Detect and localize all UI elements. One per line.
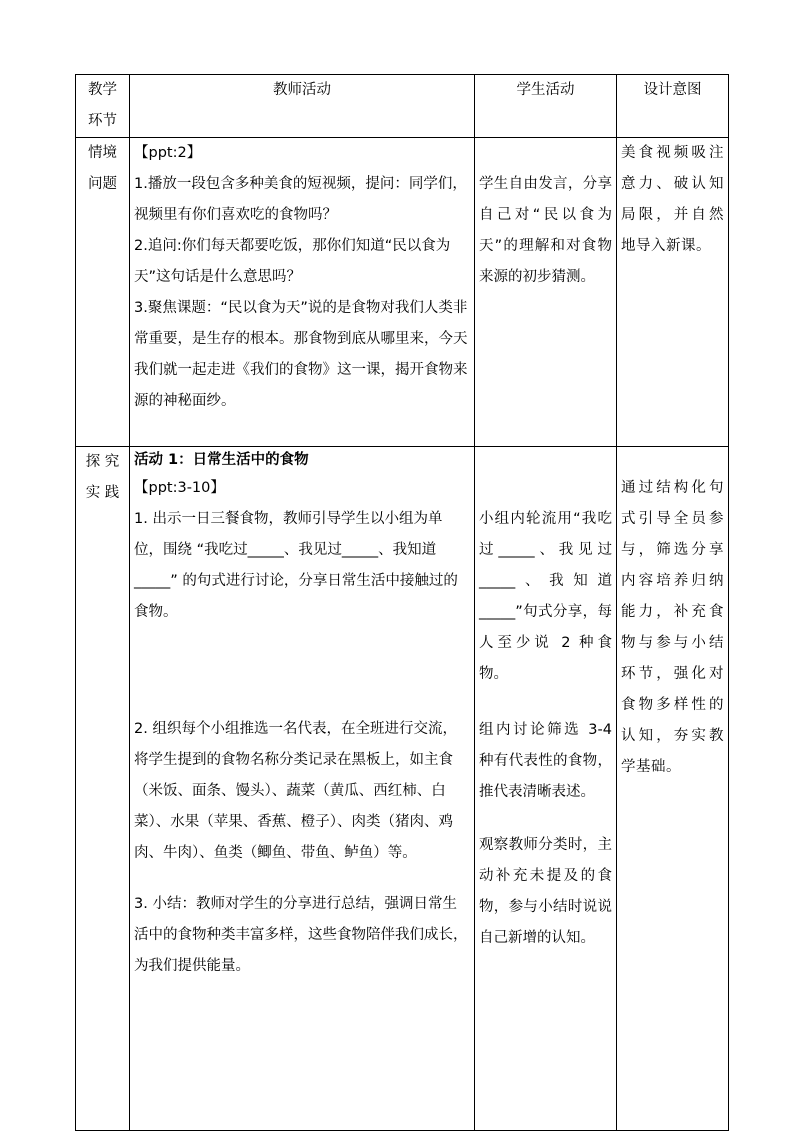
stage-label: 探 究 实 践 — [85, 454, 120, 501]
teacher-cell — [130, 138, 475, 447]
student-cell — [475, 138, 617, 447]
student-activity: 观察教师分类时，主动补充未提及的食物，参与小结时说说自己新增的认知。 — [479, 837, 612, 946]
teacher-step: 1.播放一段包含多种美食的短视频，提问：同学们，视频里有你们喜欢吃的食物吗？ — [134, 176, 467, 223]
teacher-step: 1. 出示一日三餐食物，教师引导学生以小组为单位，围绕 “我吃过_____、我见过_____、我知道_____” 的句式进行讨论，分享日常生活中接触过的食物。 — [134, 511, 458, 620]
ppt-reference: 【ppt:3-10】 — [134, 480, 225, 496]
teacher-step: 3. 小结：教师对学生的分享进行总结，强调日常生活中的食物种类丰富多样，这些食物陪伴我们成长，为我们提供能量。 — [134, 896, 468, 974]
activity-title: 活动 1：日常生活中的食物 — [134, 452, 309, 468]
stage-cell — [76, 138, 130, 447]
design-intent: 美食视频吸注意力、破认知局限，并自然地导入新课。 — [621, 145, 724, 254]
stage-cell — [76, 447, 130, 1131]
student-activity: 小组内轮流用“我吃过_____、我见过_____、我知道_____”句式分享，每人至少说 2 种食物。 — [479, 511, 612, 682]
intent-cell — [617, 447, 729, 1131]
student-activity: 学生自由发言，分享自己对“民以食为天”的理解和对食物来源的初步猜测。 — [479, 176, 612, 285]
teacher-step: 2.追问:你们每天都要吃饭，那你们知道“民以食为天”这句话是什么意思吗？ — [134, 238, 451, 285]
student-activity: 组内讨论筛选 3-4 种有代表性的食物，推代表清晰表述。 — [479, 722, 612, 800]
teacher-cell — [130, 447, 475, 1131]
student-cell — [475, 447, 617, 1131]
table-header-row — [76, 75, 729, 138]
teacher-step: 2. 组织每个小组推选一名代表，在全班进行交流，将学生提到的食物名称分类记录在黑板上，如主食（米饭、面条、馒头）、蔬菜（黄瓜、西红柿、白菜）、水果（苹果、香蕉、橙子）、肉类（猪肉、鸡肉、牛肉）、鱼类（鲫鱼、带鱼、鲈鱼）等。 — [134, 721, 457, 861]
teacher-step: 3.聚焦课题：“民以食为天”说的是食物对我们人类非常重要，是生存的根本。那食物到底从哪里来，今天我们就一起走进《我们的食物》这一课，揭开食物来源的神秘面纱。 — [134, 300, 468, 409]
lesson-plan-table — [75, 74, 729, 1131]
header-stage — [76, 75, 130, 138]
design-intent: 通过结构化句式引导全员参与，筛选分享内容培养归纳能力，补充食物与参与小结环节，强化对食物多样性的认知，夯实教学基础。 — [621, 480, 724, 775]
header-teacher: 教师活动 — [130, 75, 475, 138]
header-student: 学生活动 — [475, 75, 617, 138]
table-row — [76, 447, 729, 1131]
table-row — [76, 138, 729, 447]
intent-cell — [617, 138, 729, 447]
stage-label: 情境 问题 — [88, 145, 117, 192]
header-stage-text: 教学 环节 — [88, 82, 117, 129]
header-intent: 设计意图 — [617, 75, 729, 138]
ppt-reference: 【ppt:2】 — [134, 145, 202, 161]
